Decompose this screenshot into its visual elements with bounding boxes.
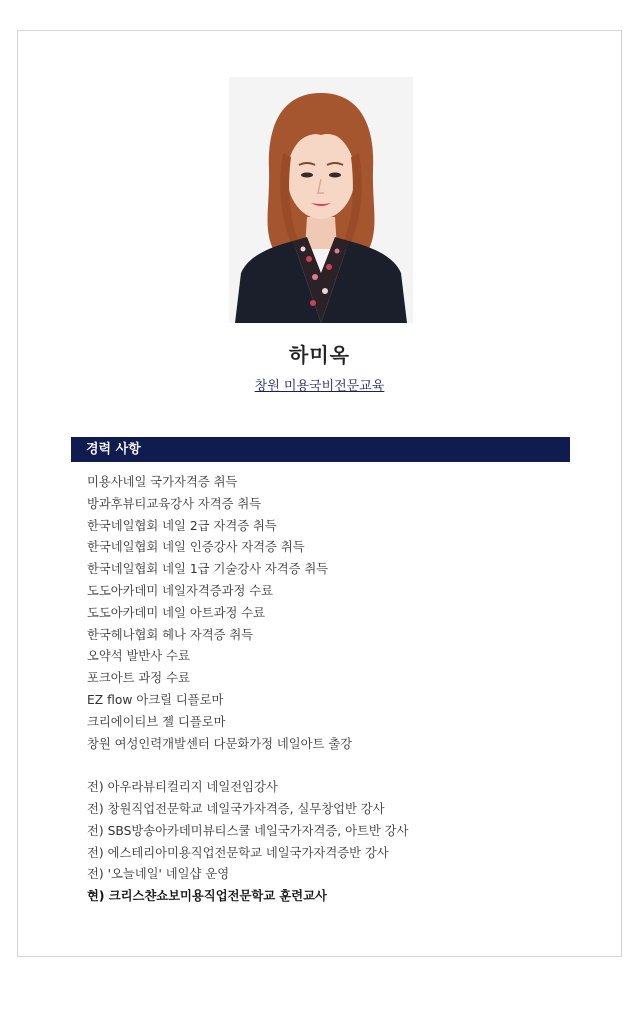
career-section-heading: 경력 사항 — [71, 437, 570, 462]
list-item: 전) '오늘네일' 네일샵 운영 — [87, 867, 230, 882]
person-name: 하미옥 — [289, 343, 350, 367]
list-item: 오약석 발반사 수료 — [87, 649, 190, 664]
list-item: 전) 아우라뷰티컬리지 네일전임강사 — [87, 780, 278, 795]
affiliation — [18, 375, 621, 394]
list-item: 미용사네일 국가자격증 취득 — [87, 475, 238, 489]
list-item: 한국네일협회 네일 1급 기술강사 자격증 취득 — [87, 562, 329, 577]
profile-card — [17, 30, 622, 957]
list-item: EZ flow 아크릴 디플로마 — [87, 692, 224, 707]
career-list — [87, 472, 408, 908]
profile-photo — [229, 77, 413, 323]
list-item: 전) 에스테리아미용직업전문학교 네일국가자격증반 강사 — [87, 845, 389, 860]
list-item: 전) SBS방송아카데미뷰티스쿨 네일국가자격증, 아트반 강사 — [87, 823, 409, 838]
list-item: 전) 창원직업전문학교 네일국가자격증, 실무창업반 강사 — [87, 801, 385, 816]
list-spacer — [87, 755, 408, 777]
affiliation-link[interactable]: 창원 미용국비전문교육 — [254, 379, 385, 394]
list-item: 방과후뷰티교육강사 자격증 취득 — [87, 496, 262, 511]
list-item: 크리에이티브 젤 디플로마 — [87, 714, 226, 729]
list-item: 포크아트 과정 수료 — [87, 671, 190, 686]
list-item: 도도아카데미 네일자격증과정 수료 — [87, 583, 273, 598]
list-item: 도도아카데미 네일 아트과정 수료 — [87, 605, 266, 620]
list-item: 한국헤나협회 헤나 자격증 취득 — [87, 627, 254, 642]
list-item: 창원 여성인력개발센터 다문화가정 네일아트 출강 — [87, 736, 353, 751]
list-item: 한국네일협회 네일 인증강사 자격증 취득 — [87, 540, 305, 555]
current-position: 현) 크리스챤쇼보미용직업전문학교 훈련교사 — [87, 889, 327, 904]
list-item: 한국네일협회 네일 2급 자격증 취득 — [87, 518, 277, 533]
